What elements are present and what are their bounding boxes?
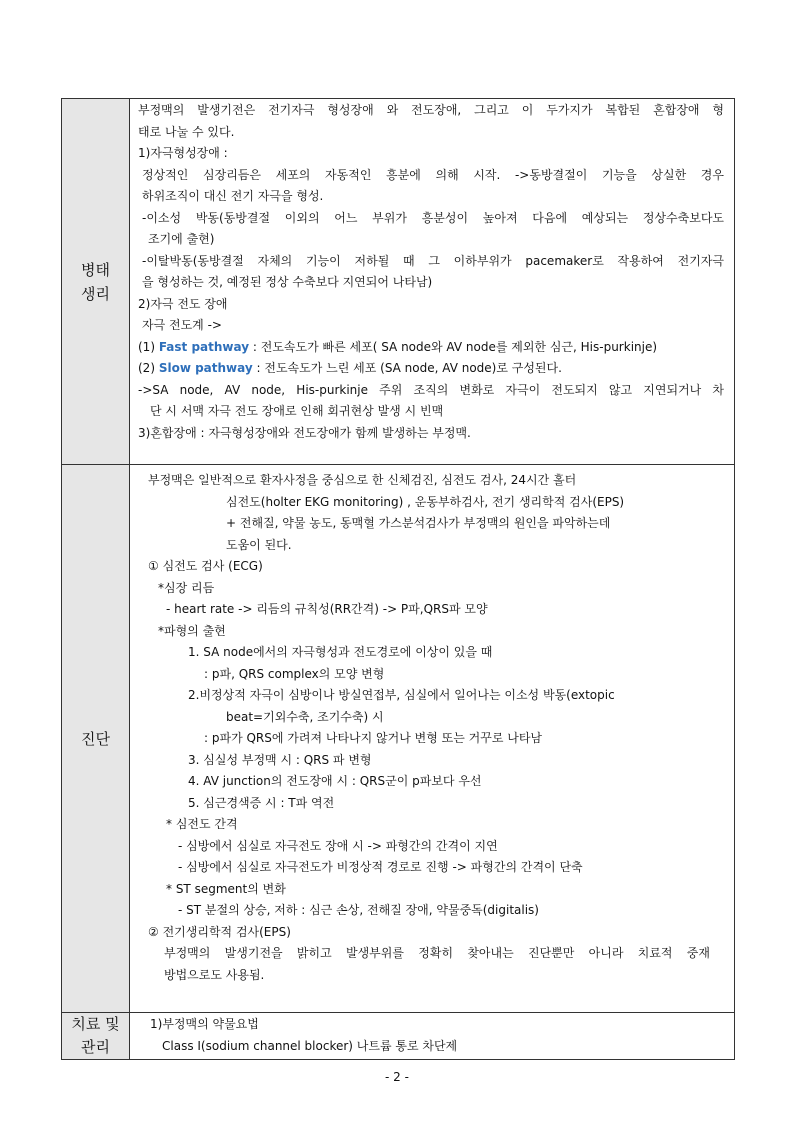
text-line: *심장 리듬 — [158, 580, 215, 595]
slow-pathway-line — [138, 358, 724, 380]
text-line: - ST 분절의 상승, 저하 : 심근 손상, 전해질 장애, 약물중독(digitalis) — [178, 903, 539, 917]
text-line: 부정맥은 일반적으로 환자사정을 중심으로 한 신체검진, 심전도 검사, 24시간 홀터 — [148, 473, 577, 487]
section-body — [130, 1013, 735, 1060]
list-marker: (1) — [138, 339, 159, 354]
text-line: - heart rate -> 리듬의 규칙성(RR간격) -> P파,QRS파 모양 — [166, 602, 488, 616]
text-line: 태로 나눌 수 있다. — [138, 124, 235, 139]
section-pathophysiology — [62, 99, 735, 465]
text-line: 1)자극형성장애 : — [138, 146, 228, 160]
section-body — [130, 99, 735, 465]
slow-pathway-term: Slow pathway — [158, 361, 253, 375]
text-line: 부정맥의 발생기전을 밝히고 발생부위를 정확히 찾아내는 진단뿐만 아니라 치료적 중재 — [164, 946, 710, 960]
text-line: 2.비정상적 자극이 심방이나 방실연접부, 심실에서 일어나는 이소성 박동(extopic — [188, 688, 615, 702]
text-line: * 심전도 간격 — [166, 817, 238, 831]
text-line: 정상적인 심장리듬은 세포의 자동적인 흥분에 의해 시작. ->동방결절이 기능을 상실한 경우 — [142, 167, 724, 182]
content-table — [61, 98, 735, 1060]
fast-pathway-term: Fast pathway — [158, 339, 250, 354]
label-text: 진단 — [81, 729, 110, 748]
text-line: 5. 심근경색증 시 : T파 역전 — [188, 795, 335, 810]
text-line: - 심방에서 심실로 자극전도가 비정상적 경로로 진행 -> 파형간의 간격이 단축 — [178, 860, 583, 874]
section-label — [62, 465, 130, 1013]
text-line: 조기에 출현) — [148, 232, 215, 246]
text-line: ② 전기생리학적 검사(EPS) — [148, 924, 291, 939]
text-line: 도움이 된다. — [226, 537, 292, 552]
text-line: -이소성 박동(동방결절 이외의 어느 부위가 흥분성이 높아져 다음에 예상되는 정상수축보다도 — [142, 210, 724, 225]
text-line: 1. SA node에서의 자극형성과 전도경로에 이상이 있을 때 — [188, 645, 493, 659]
text-line: -이탈박동(동방결절 자체의 기능이 저하될 때 그 이하부위가 pacemaker로 작용하여 전기자극 — [142, 253, 724, 268]
label-text: 치료 및 관리 — [71, 1015, 120, 1056]
text-line: ->SA node, AV node, His-purkinje 주위 조직의 변화로 자극이 전도되지 않고 지연되거나 차 — [138, 382, 724, 397]
section-treatment — [62, 1013, 735, 1060]
text-line: 4. AV junction의 전도장애 시 : QRS군이 p파보다 우선 — [188, 774, 482, 788]
text-line: *파형의 출현 — [158, 623, 226, 638]
list-marker: (2) — [138, 361, 159, 375]
text-line: ① 심전도 검사 (ECG) — [148, 559, 263, 573]
text-line: 방법으로도 사용됨. — [164, 967, 265, 982]
text-line: Class Ⅰ(sodium channel blocker) 나트륨 통로 차단제 — [162, 1038, 458, 1053]
text-line: 심전도(holter EKG monitoring) , 운동부하검사, 전기 생리학적 검사(EPS) — [226, 494, 625, 509]
text-line: 2)자극 전도 장애 — [138, 296, 228, 311]
text-line: 단 시 서맥 자극 전도 장애로 인해 회귀현상 발생 시 빈맥 — [150, 404, 444, 418]
text-line: 자극 전도계 -> — [142, 318, 222, 332]
label-text: 병태 생리 — [81, 260, 110, 303]
text-line: 1)부정맥의 약물요법 — [150, 1017, 259, 1031]
text-line: + 전해질, 약물 농도, 동맥혈 가스분석검사가 부정맥의 원인을 파악하는데 — [226, 516, 611, 530]
text-line: 3. 심실성 부정맥 시 : QRS 파 변형 — [188, 752, 372, 767]
fast-pathway-line — [138, 337, 724, 359]
fast-pathway-desc: : 전도속도가 빠른 세포( SA node와 AV node를 제외한 심근, His-purkinje) — [249, 339, 658, 354]
section-label — [62, 99, 130, 465]
text-line: 하위조직이 대신 전기 자극을 형성. — [142, 189, 324, 203]
text-line: beat=기외수축, 조기수축) 시 — [226, 709, 384, 724]
text-line: 을 형성하는 것, 예정된 정상 수축보다 지연되어 나타남) — [142, 275, 433, 289]
text-line: 부정맥의 발생기전은 전기자극 형성장애 와 전도장애, 그리고 이 두가지가 복합된 혼합장애 형 — [138, 103, 724, 117]
page-number: - 2 - — [385, 1070, 409, 1084]
section-diagnosis — [62, 465, 735, 1013]
section-body — [130, 465, 735, 1013]
section-label — [62, 1013, 130, 1060]
text-line: : p파가 QRS에 가려져 나타나지 않거나 변형 또는 거꾸로 나타남 — [204, 731, 543, 745]
slow-pathway-desc: : 전도속도가 느린 세포 (SA node, AV node)로 구성된다. — [252, 361, 562, 375]
text-line: 3)혼합장애 : 자극형성장애와 전도장애가 함께 발생하는 부정맥. — [138, 425, 471, 440]
text-line: : p파, QRS complex의 모양 변형 — [204, 666, 385, 681]
text-line: * ST segment의 변화 — [166, 881, 286, 896]
text-line: - 심방에서 심실로 자극전도 장애 시 -> 파형간의 간격이 지연 — [178, 838, 498, 853]
